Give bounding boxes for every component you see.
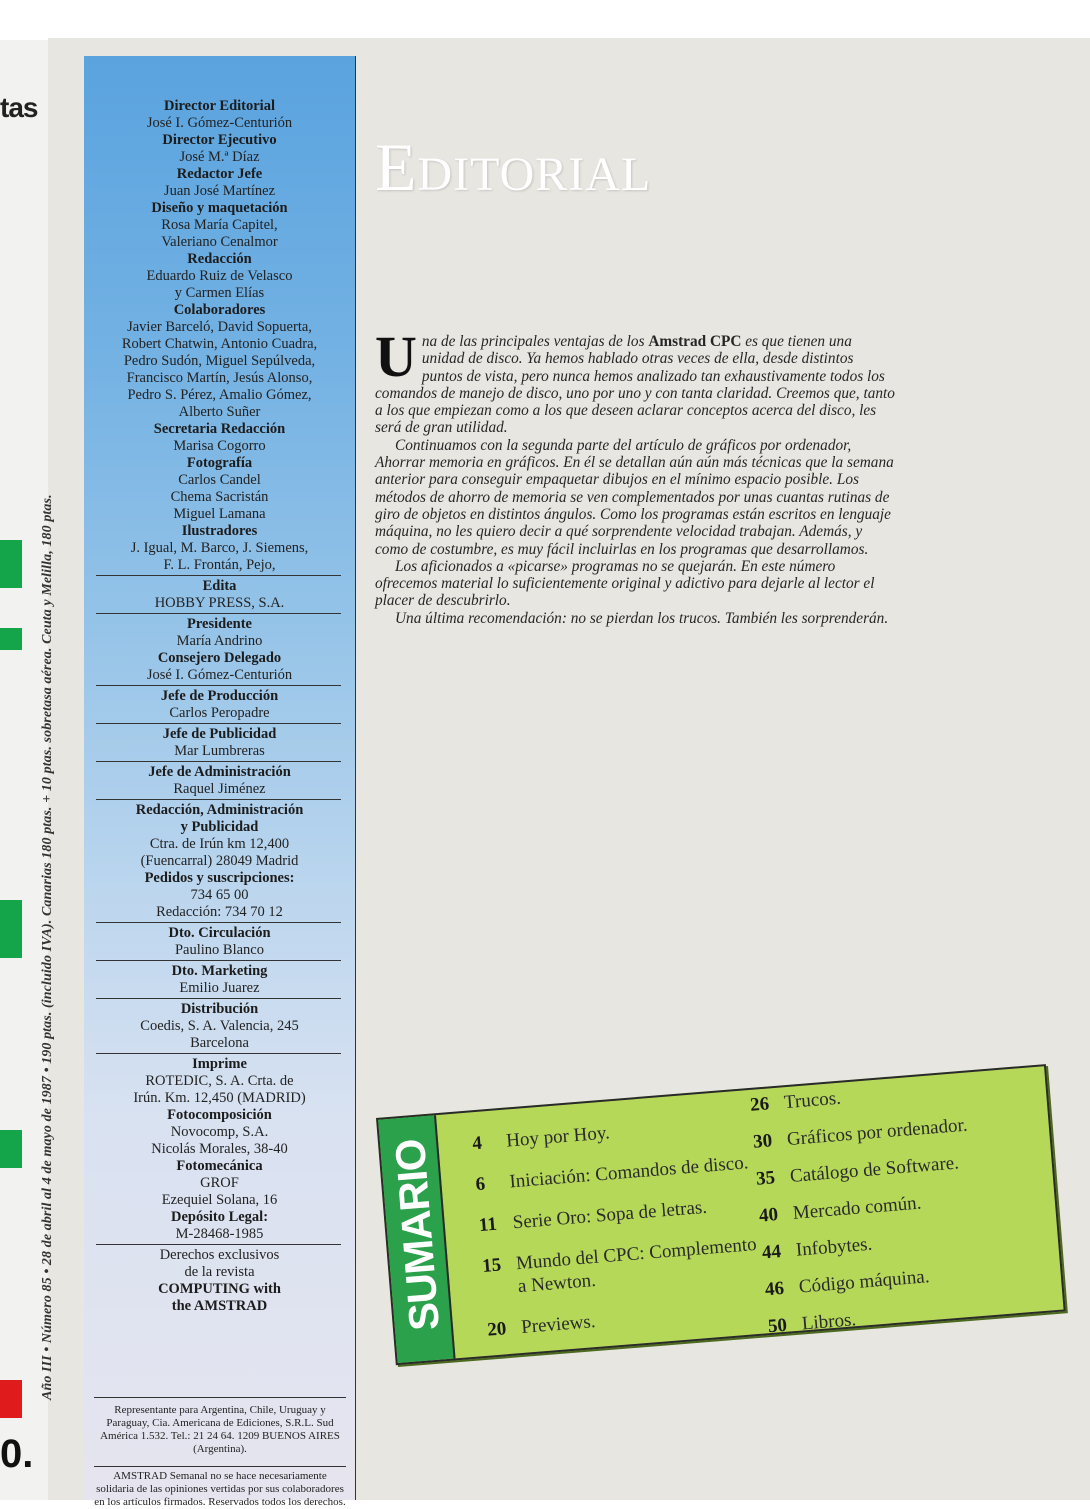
credit-title: Dto. Circulación — [168, 925, 271, 941]
editorial-paragraph-2: Continuamos con la segunda parte del artículo de gráficos por ordenador, Ahorrar memoria en gráficos. En él se detallan aún aún más técnicas que la semana anterior para conseguir empaquetar dibujos en el mínimo espacio posible. Los métodos de ahorro de memoria se ven complementados por unas cuantas rutinas de giro de objetos en distintos ángulos. Como los programas están escritos en lenguaje máquina, no les quiero decir a qué sorprendente velocidad trabajan. Además, y como de costumbre, es muy fácil incluirlas en los programas que desarrollamos. — [375, 436, 894, 558]
green-bar-1 — [0, 540, 22, 588]
credit-name: Eduardo Ruiz de Velasco — [146, 268, 293, 284]
credit-name: Pedro S. Pérez, Amalio Gómez, — [127, 387, 312, 403]
credit-title: Fotografía — [186, 455, 253, 471]
credit-title: Dto. Marketing — [171, 963, 268, 979]
editorial-text: na de las principales ventajas de los — [421, 333, 649, 350]
toc-page-number: 44 — [761, 1240, 782, 1264]
credit-name: Miguel Lamana — [173, 506, 266, 522]
credit-divider — [96, 998, 341, 999]
credit-divider — [96, 799, 341, 800]
credit-name: Raquel Jiménez — [173, 781, 266, 797]
toc-page-number: 50 — [767, 1314, 788, 1338]
toc-title: Infobytes. — [795, 1233, 874, 1261]
green-bar-2 — [0, 628, 22, 650]
masthead-credits — [84, 98, 355, 1315]
credit-divider — [96, 1053, 341, 1054]
editorial-paragraph-1 — [375, 324, 895, 437]
credit-title: Redacción, Administración — [135, 802, 304, 818]
toc-page-number: 6 — [474, 1173, 486, 1196]
credit-name: 734 65 00 — [190, 887, 249, 903]
credit-title: Presidente — [187, 616, 252, 632]
credit-divider — [96, 685, 341, 686]
toc-page-number: 40 — [758, 1204, 779, 1227]
credit-title: Edita — [202, 578, 237, 594]
toc-page-number: 15 — [481, 1254, 503, 1277]
credit-name: Valeriano Cenalmor — [161, 234, 278, 250]
credit-title: Imprime — [192, 1056, 247, 1072]
credit-divider — [96, 723, 341, 724]
credit-name: (Fuencarral) 28049 Madrid — [140, 853, 299, 869]
toc-page-number: 46 — [764, 1277, 785, 1301]
credit-name: Alberto Suñer — [178, 404, 261, 420]
credit-name: José I. Gómez-Centurión — [146, 667, 293, 683]
credit-name: F. L. Frontán, Pejo, — [163, 557, 276, 573]
credit-name: Paulino Blanco — [174, 942, 264, 958]
credit-title: Director Ejecutivo — [162, 132, 277, 148]
toc-title: Mundo del CPC: Complemento a Newton. — [515, 1233, 758, 1298]
toc-item — [478, 1192, 759, 1237]
editorial-body — [375, 324, 895, 627]
credit-title: Depósito Legal: — [170, 1209, 269, 1225]
credit-name: Carlos Candel — [178, 472, 261, 488]
toc-title: Mercado común. — [792, 1192, 923, 1224]
credit-name: José I. Gómez-Centurión — [146, 115, 293, 131]
credit-divider — [96, 1244, 341, 1245]
green-bar-3 — [0, 900, 22, 958]
credit-title: Jefe de Publicidad — [162, 726, 277, 742]
editorial-paragraph-3: Los aficionados a «picarse» programas no se quejarán. En este número ofrecemos material lo suficientemente original y adictivo para dejarle al lector el placer de descubrirlo. — [375, 557, 875, 610]
editorial-title: Editorial — [375, 129, 652, 205]
credit-title: Distribución — [180, 1001, 259, 1017]
toc-title: Libros. — [801, 1309, 857, 1335]
credit-title: COMPUTING with — [158, 1281, 281, 1297]
credit-title: Colaboradores — [173, 302, 266, 318]
credit-name: Francisco Martín, Jesús Alonso, — [126, 370, 313, 386]
credit-divider — [96, 960, 341, 961]
toc-item — [486, 1296, 767, 1341]
credit-name: Nicolás Morales, 38-40 — [151, 1141, 288, 1157]
credit-name: José M.ª Díaz — [179, 149, 260, 165]
credit-title: the AMSTRAD — [171, 1298, 268, 1314]
drop-cap: U — [375, 324, 417, 389]
credit-title: Jefe de Administración — [148, 764, 291, 780]
toc-item — [761, 1218, 1052, 1264]
sumario-label: SUMARIO — [385, 1137, 449, 1333]
toc-left-column — [471, 1110, 768, 1360]
credit-name: ROTEDIC, S. A. Crta. de — [145, 1073, 294, 1089]
toc-right-column — [749, 1071, 1059, 1352]
disclaimer-notice: AMSTRAD Semanal no se hace necesariamente solidaria de las opiniones vertidas por sus colaboradores en los artículos firmados. Reservados todos los derechos. — [94, 1466, 346, 1509]
credit-title: Secretaria Redacción — [153, 421, 286, 437]
editorial-paragraph-4: Una última recomendación: no se pierdan los trucos. También les sorprenderán. — [395, 609, 889, 627]
toc-page-number: 35 — [755, 1167, 776, 1190]
credit-title: Redactor Jefe — [176, 166, 263, 182]
credit-title: Jefe de Producción — [160, 688, 279, 704]
credit-name: Irún. Km. 12,450 (MADRID) — [133, 1090, 306, 1106]
toc-page-number: 30 — [752, 1130, 773, 1153]
credit-title: y Publicidad — [180, 819, 259, 835]
credit-name: Rosa María Capitel, — [161, 217, 278, 233]
credit-name: Barcelona — [190, 1035, 249, 1051]
credit-name: Derechos exclusivos — [159, 1247, 280, 1263]
credit-name: HOBBY PRESS, S.A. — [154, 595, 285, 611]
previous-page-digit-fragment: 0. — [0, 1432, 34, 1476]
toc-item — [471, 1110, 752, 1155]
credit-divider — [96, 922, 341, 923]
toc-item — [481, 1233, 764, 1301]
credit-name: Carlos Peropadre — [169, 705, 270, 721]
toc-title: Gráficos por ordenador. — [786, 1114, 969, 1151]
previous-page-word-fragment: tas — [0, 92, 38, 123]
toc-title: Previews. — [520, 1311, 597, 1338]
credit-name: Ezequiel Solana, 16 — [161, 1192, 278, 1208]
toc-title: Hoy por Hoy. — [505, 1122, 611, 1152]
green-bar-4 — [0, 1130, 22, 1168]
credit-name: Coedis, S. A. Valencia, 245 — [140, 1018, 299, 1034]
credit-name: Marisa Cogorro — [173, 438, 266, 454]
toc-page-number: 4 — [471, 1132, 483, 1155]
toc-item — [758, 1181, 1049, 1227]
toc-item — [767, 1292, 1058, 1338]
toc-page-number: 20 — [486, 1318, 508, 1341]
credit-title: Pedidos y suscripciones: — [144, 870, 295, 886]
masthead-column — [84, 56, 356, 1508]
credit-name: Novocomp, S.A. — [170, 1124, 269, 1140]
credit-title: Director Editorial — [163, 98, 275, 114]
credit-name: Mar Lumbreras — [174, 743, 265, 759]
toc-title: Código máquina. — [798, 1266, 931, 1298]
toc-page-number: 11 — [478, 1213, 498, 1237]
credit-name: Juan José Martínez — [163, 183, 276, 199]
representative-notice: Representante para Argentina, Chile, Uruguay y Paraguay, Cia. Americana de Ediciones, S.R.L. Sud América 1.532. Tel.: 21 24 64. 1209 BUENOS AIRES (Argentina). — [94, 1397, 346, 1456]
credit-name: Javier Barceló, David Sopuerta, — [127, 319, 312, 335]
brand-name: Amstrad CPC — [648, 333, 742, 350]
red-bar — [0, 1380, 22, 1418]
credit-name: J. Igual, M. Barco, J. Siemens, — [130, 540, 309, 556]
credit-name: Robert Chatwin, Antonio Cuadra, — [121, 336, 318, 352]
credit-title: Ilustradores — [181, 523, 258, 539]
credit-divider — [96, 613, 341, 614]
credit-name: Chema Sacristán — [170, 489, 269, 505]
toc-title: Serie Oro: Sopa de letras. — [512, 1196, 708, 1234]
credit-name: Ctra. de Irún km 12,400 — [149, 836, 290, 852]
editorial-text: es que tienen una unidad de disco. Ya hemos hablado otras veces de ella, desde distintos puntos de vista, pero nunca hemos analizado tan exhaustivamente todos los comandos de manejo de disco, uno por uno y con tanta claridad. Creemos que, tanto a los que empiezan como a los que deseen aclarar conceptos acerca del disco, les será de gran utilidad. — [375, 333, 895, 437]
toc-title: Iniciación: Comandos de disco. — [508, 1152, 750, 1193]
toc-page-number: 26 — [749, 1093, 770, 1116]
toc-title: Trucos. — [783, 1087, 842, 1114]
credit-name: y Carmen Elías — [174, 285, 265, 301]
sumario-box — [376, 1064, 1066, 1365]
toc-title: Catálogo de Software. — [789, 1152, 960, 1187]
credit-title: Fotomecánica — [176, 1158, 263, 1174]
credit-divider — [96, 575, 341, 576]
credit-name: Pedro Sudón, Miguel Sepúlveda, — [123, 353, 316, 369]
issue-imprint-strip: Año III • Número 85 • 28 de abril al 4 de mayo de 1987 • 190 ptas. (incluido IVA). Canarias 180 ptas. + 10 ptas. sobretasa aérea. Ceuta y Melilla, 180 ptas. — [40, 494, 55, 1400]
credit-title: Fotocomposición — [167, 1107, 272, 1123]
credit-title: Consejero Delegado — [157, 650, 282, 666]
credit-name: Emilio Juarez — [179, 980, 260, 996]
credit-name: de la revista — [184, 1264, 255, 1280]
toc-item — [755, 1144, 1046, 1190]
credit-name: GROF — [200, 1175, 239, 1191]
credit-title: Redacción — [187, 251, 252, 267]
credit-name: Redacción: 734 70 12 — [156, 904, 283, 920]
credit-name: María Andrino — [176, 633, 263, 649]
credit-divider — [96, 761, 341, 762]
toc-item — [752, 1108, 1043, 1154]
toc-item — [475, 1151, 756, 1196]
toc-item — [764, 1255, 1055, 1301]
credit-name: M-28468-1985 — [175, 1226, 264, 1242]
credit-title: Diseño y maquetación — [151, 200, 288, 216]
